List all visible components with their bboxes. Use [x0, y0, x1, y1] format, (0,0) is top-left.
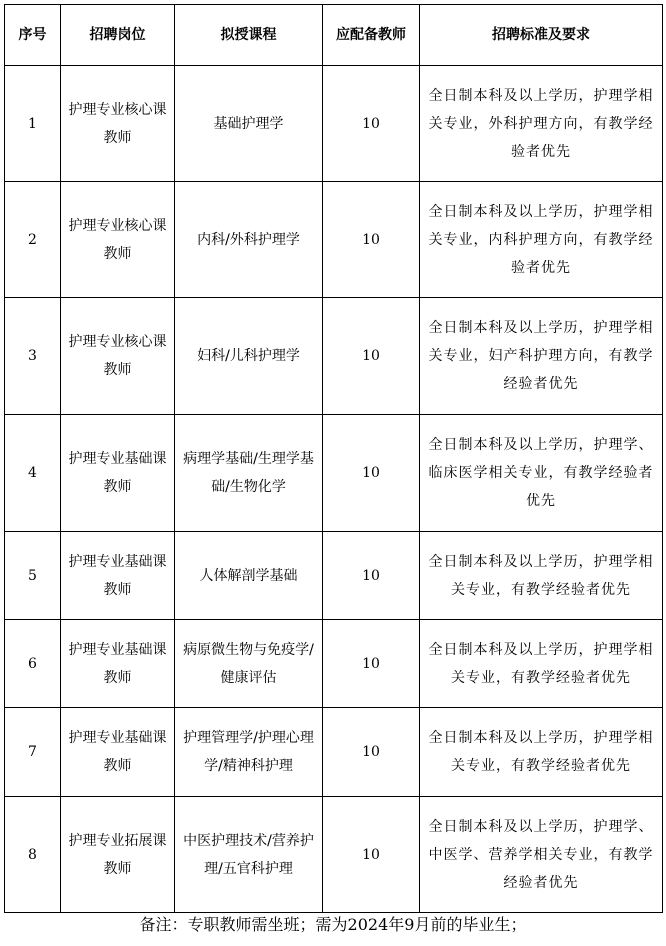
row-requirement: 全日制本科及以上学历，护理学、中医学、营养学相关专业，有教学经验者优先: [420, 797, 663, 913]
row-course: 内科/外科护理学: [175, 182, 323, 298]
row-count: 10: [323, 66, 420, 182]
row-requirement: 全日制本科及以上学历，护理学相关专业，内科护理方向，有教学经验者优先: [420, 182, 663, 298]
row-requirement: 全日制本科及以上学历，护理学相关专业，外科护理方向，有教学经验者优先: [420, 66, 663, 182]
header-count: 应配备教师: [323, 5, 420, 66]
row-requirement: 全日制本科及以上学历，护理学相关专业，有教学经验者优先: [420, 620, 663, 708]
row-position: 护理专业基础课教师: [61, 415, 175, 532]
header-seq: 序号: [5, 5, 61, 66]
row-count: 10: [323, 620, 420, 708]
header-requirement: 招聘标准及要求: [420, 5, 663, 66]
row-course: 护理管理学/护理心理学/精神科护理: [175, 708, 323, 797]
table-row: [5, 797, 663, 913]
row-requirement: 全日制本科及以上学历，护理学相关专业，有教学经验者优先: [420, 708, 663, 797]
row-course: 病原微生物与免疫学/健康评估: [175, 620, 323, 708]
row-seq: 7: [5, 708, 61, 797]
row-seq: 5: [5, 532, 61, 620]
table-row: [5, 298, 663, 415]
row-requirement: 全日制本科及以上学历，护理学相关专业，有教学经验者优先: [420, 532, 663, 620]
header-course: 拟授课程: [175, 5, 323, 66]
row-course: 妇科/儿科护理学: [175, 298, 323, 415]
row-position: 护理专业核心课教师: [61, 298, 175, 415]
table-row: [5, 415, 663, 532]
row-requirement: 全日制本科及以上学历，护理学相关专业，妇产科护理方向，有教学经验者优先: [420, 298, 663, 415]
row-seq: 3: [5, 298, 61, 415]
header-position: 招聘岗位: [61, 5, 175, 66]
footnote: 备注：专职教师需坐班；需为2024年9月前的毕业生；: [139, 915, 527, 934]
row-count: 10: [323, 708, 420, 797]
row-seq: 6: [5, 620, 61, 708]
row-course: 中医护理技术/营养护理/五官科护理: [175, 797, 323, 913]
row-position: 护理专业基础课教师: [61, 620, 175, 708]
row-seq: 2: [5, 182, 61, 298]
row-position: 护理专业核心课教师: [61, 66, 175, 182]
row-course: 人体解剖学基础: [175, 532, 323, 620]
row-count: 10: [323, 532, 420, 620]
table-row: [5, 532, 663, 620]
row-count: 10: [323, 298, 420, 415]
row-seq: 8: [5, 797, 61, 913]
row-course: 病理学基础/生理学基础/生物化学: [175, 415, 323, 532]
row-position: 护理专业拓展课教师: [61, 797, 175, 913]
table-row: [5, 66, 663, 182]
row-seq: 1: [5, 66, 61, 182]
row-position: 护理专业核心课教师: [61, 182, 175, 298]
row-count: 10: [323, 182, 420, 298]
row-course: 基础护理学: [175, 66, 323, 182]
table-row: [5, 182, 663, 298]
recruitment-table: [4, 4, 663, 913]
row-count: 10: [323, 415, 420, 532]
row-position: 护理专业基础课教师: [61, 532, 175, 620]
row-count: 10: [323, 797, 420, 913]
table-header-row: [5, 5, 663, 66]
row-seq: 4: [5, 415, 61, 532]
table-row: [5, 620, 663, 708]
row-position: 护理专业基础课教师: [61, 708, 175, 797]
row-requirement: 全日制本科及以上学历，护理学、临床医学相关专业，有教学经验者优先: [420, 415, 663, 532]
table-row: [5, 708, 663, 797]
